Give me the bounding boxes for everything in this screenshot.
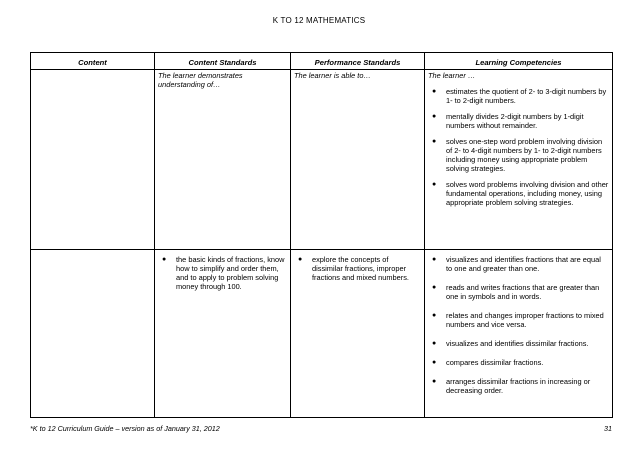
bullet-icon: ● [432,181,437,188]
content-standards-list [158,255,287,291]
performance-standards-lead: The learner is able to… [294,71,371,80]
list-item [428,87,609,105]
list-item [428,377,609,395]
list-item [294,255,421,282]
column-header-content: Content [31,53,155,70]
list-item [428,339,609,348]
competencies-list [428,87,609,207]
competency-text: arranges dissimilar fractions in increasing or decreasing order. [446,377,591,395]
competency-text: solves one-step word problem involving division of 2- to 4-digit numbers by 1- to 2-digit numbers including money using appropriate problem solving strategies. [446,137,603,173]
bullet-icon: ● [432,256,437,263]
curriculum-table [30,52,613,418]
competency-text: visualizes and identifies dissimilar fractions. [446,339,589,348]
bullet-icon: ● [432,284,437,291]
content-standards-lead: The learner demonstrates understanding of… [158,71,243,89]
bullet-icon: ● [432,88,437,95]
list-item [428,283,609,301]
list-item [428,311,609,329]
competencies-lead: The learner … [428,71,476,80]
table-header-row [31,53,613,70]
bullet-icon: ● [432,312,437,319]
list-item [428,180,609,207]
bullet-icon: ● [162,256,167,263]
performance-standards-cell [291,70,425,250]
column-header-learning-competencies: Learning Competencies [425,53,613,70]
performance-standards-list [294,255,421,282]
column-header-content-standards: Content Standards [155,53,291,70]
competencies-list [428,255,609,395]
footer-note: *K to 12 Curriculum Guide – version as of January 31, 2012 [30,424,220,433]
list-item [158,255,287,291]
page-footer [30,424,612,433]
table-row [31,250,613,418]
competency-text: visualizes and identifies fractions that are equal to one and greater than one. [446,255,601,273]
bullet-icon: ● [432,359,437,366]
competency-text: solves word problems involving division and other fundamental operations, including money, using appropriate problem solving strategies. [446,180,609,207]
competency-text: relates and changes improper fractions to mixed numbers and vice versa. [446,311,604,329]
bullet-icon: ● [298,256,303,263]
content-cell [31,250,155,418]
competency-text: reads and writes fractions that are greater than one in symbols and in words. [446,283,600,301]
list-item [428,112,609,130]
content-standard-text: the basic kinds of fractions, know how to simplify and order them, and to apply to problem solving money through 100. [176,255,285,291]
bullet-icon: ● [432,138,437,145]
list-item [428,358,609,367]
bullet-icon: ● [432,113,437,120]
table-row [31,70,613,250]
performance-standards-cell [291,250,425,418]
page-header: K TO 12 MATHEMATICS [272,16,366,25]
bullet-icon: ● [432,378,437,385]
performance-standard-text: explore the concepts of dissimilar fractions, improper fractions and mixed numbers. [312,255,409,282]
bullet-icon: ● [432,340,437,347]
list-item [428,137,609,173]
content-standards-cell [155,250,291,418]
competency-text: estimates the quotient of 2- to 3-digit numbers by 1- to 2-digit numbers. [446,87,607,105]
content-standards-cell [155,70,291,250]
content-cell [31,70,155,250]
learning-competencies-cell [425,250,613,418]
column-header-performance-standards: Performance Standards [291,53,425,70]
competency-text: compares dissimilar fractions. [446,358,544,367]
list-item [428,255,609,273]
competency-text: mentally divides 2-digit numbers by 1-digit numbers without remainder. [446,112,584,130]
page-number: 31 [604,424,612,433]
learning-competencies-cell [425,70,613,250]
